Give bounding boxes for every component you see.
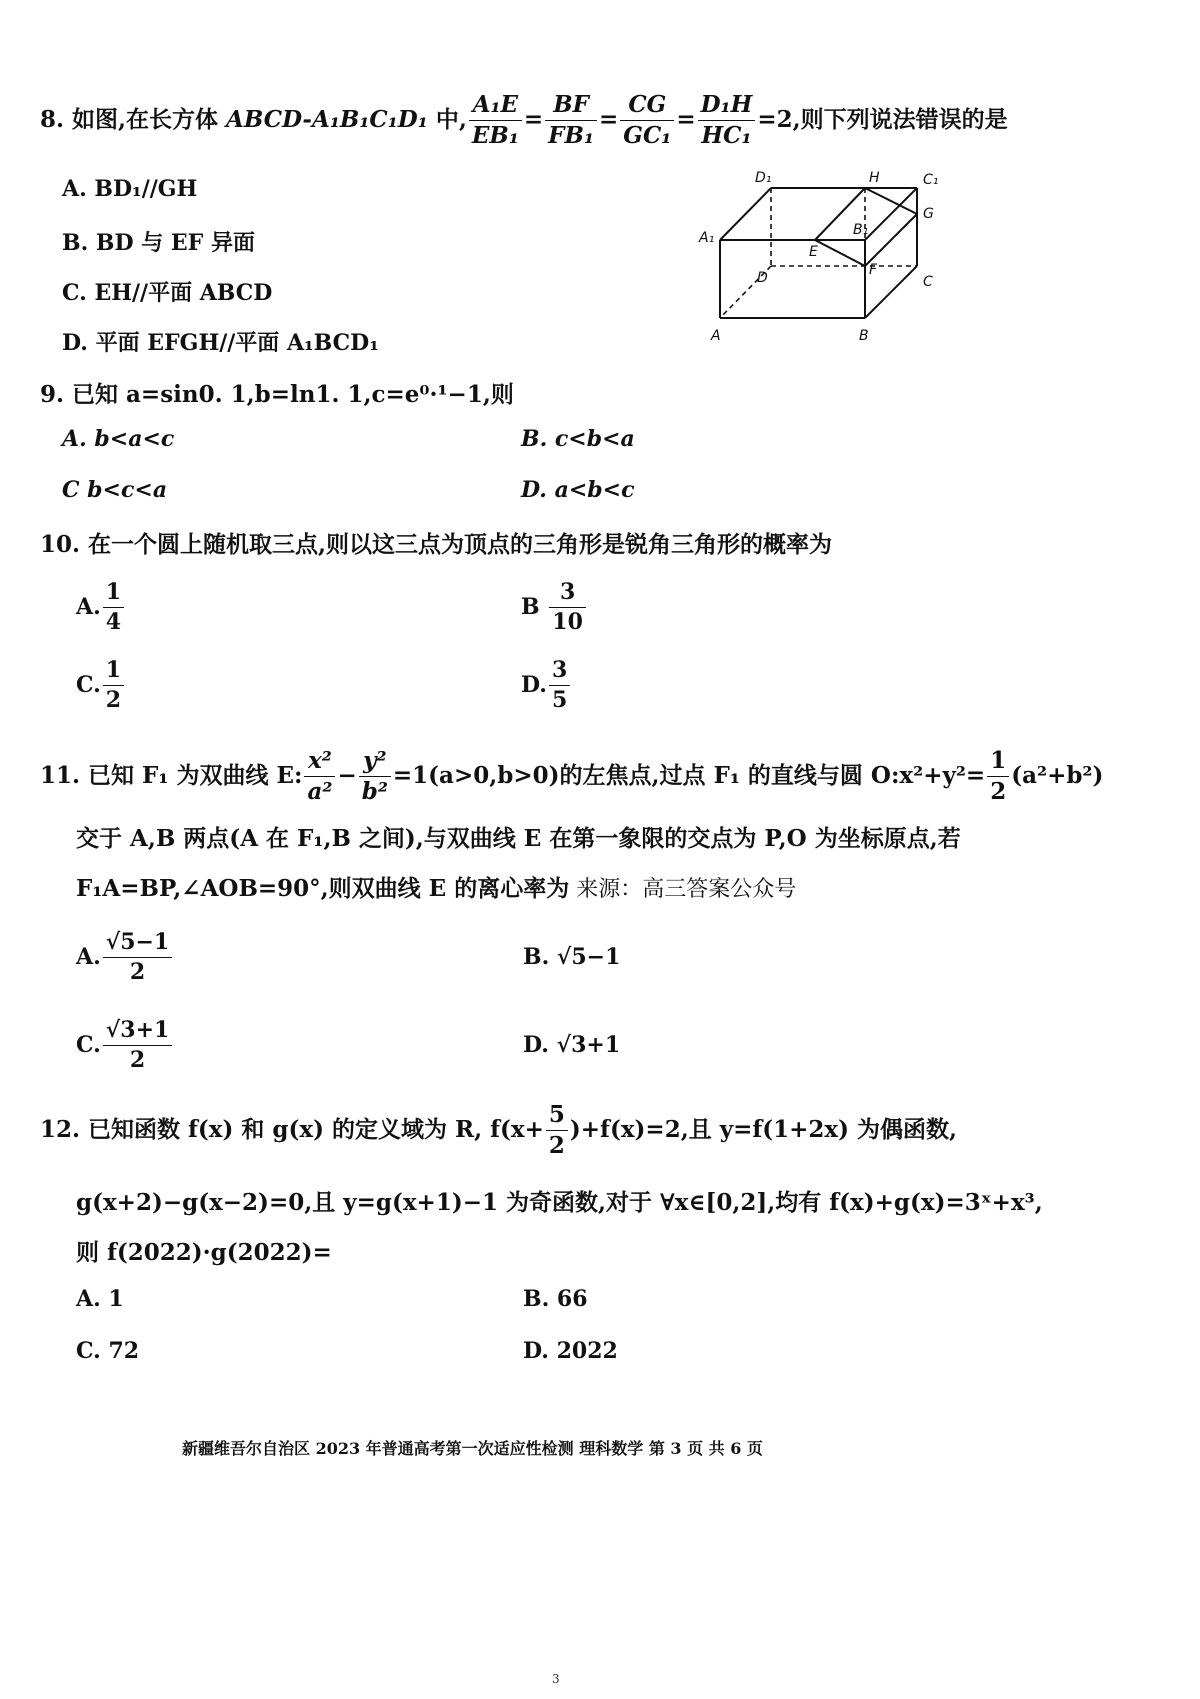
q11-frac-half-num: 1: [987, 748, 1009, 777]
q11-option-c-den: 2: [129, 1047, 146, 1074]
q10-option-a: [76, 580, 126, 636]
q10-option-c-num: 1: [103, 658, 124, 686]
q11-frac-x-num: x²: [304, 748, 335, 777]
q10-option-a-frac: [103, 580, 124, 636]
q8-frac-1-den: EB₁: [471, 122, 519, 150]
q8-frac-4-den: HC₁: [701, 122, 752, 150]
q12-stem-line2: g(x+2)−g(x−2)=0,且 y=g(x+1)−1 为奇函数,对于 ∀x∈[0,2],均有 f(x)+g(x)=3ˣ+x³,: [76, 1189, 1043, 1216]
q11-option-b: B. √5−1: [523, 944, 621, 970]
label-b: B: [859, 328, 869, 344]
q11-line3-text: F₁A=BP,∠AOB=90°,则双曲线 E 的离心率为: [76, 875, 570, 902]
q11-source-note: 来源：高三答案公众号: [569, 877, 797, 902]
q11-option-a-num: √5−1: [103, 930, 173, 958]
q11-stem-line2: 交于 A,B 两点(A 在 F₁,B 之间),与双曲线 E 在第一象限的交点为 P,O 为坐标原点,若: [76, 825, 961, 852]
q12-frac-den: 2: [548, 1132, 565, 1160]
q11-lead: 11. 已知 F₁ 为双曲线 E:: [40, 761, 303, 789]
page-footer: 新疆维吾尔自治区 2023 年普通高考第一次适应性检测 理科数学 第 3 页 共 6 页: [182, 1439, 763, 1458]
q11-frac-half-den: 2: [990, 778, 1007, 806]
q9-option-d: D. a<b<c: [521, 477, 635, 503]
q11-option-c: [76, 1018, 174, 1074]
q10-option-b-num: 3: [549, 580, 586, 608]
q10-option-c: [76, 658, 126, 714]
q12-frac: [546, 1102, 568, 1160]
label-f: F: [869, 262, 878, 278]
label-a1: A₁: [699, 230, 715, 246]
label-b1: B₁: [853, 222, 869, 238]
cuboid-figure: [695, 168, 955, 358]
label-h: H: [869, 170, 880, 186]
q10-option-a-label: A.: [76, 593, 101, 620]
q11-option-d: D. √3+1: [523, 1032, 621, 1058]
q8-frac-2-den: FB₁: [548, 122, 595, 150]
q9-option-b: B. c<b<a: [521, 426, 635, 452]
q9-stem: 9. 已知 a=sin0. 1,b=ln1. 1,c=e⁰·¹−1,则: [40, 381, 514, 408]
label-e: E: [809, 244, 818, 260]
q11-option-a-den: 2: [129, 959, 146, 986]
q11-frac-half: [987, 748, 1009, 806]
page-number: 3: [552, 1672, 560, 1686]
q8-tail: =2,则下列说法错误的是: [757, 105, 1008, 133]
q10-option-c-frac: [103, 658, 124, 714]
q9-option-a: A. b<a<c: [62, 426, 175, 452]
q8-frac-2: [545, 92, 597, 150]
q10-option-c-den: 2: [105, 687, 122, 714]
q8-frac-4: [698, 92, 756, 150]
label-c: C: [923, 274, 933, 290]
q8-option-d: D. 平面 EFGH//平面 A₁BCD₁: [62, 330, 379, 356]
q11-tail: (a²+b²): [1011, 761, 1104, 789]
q8-frac-1-num: A₁E: [469, 92, 522, 121]
q11-option-c-label: C.: [76, 1031, 101, 1058]
q8-solid: ABCD-A₁B₁C₁D₁: [226, 105, 428, 133]
label-a: A: [711, 328, 721, 344]
q12-stem-line1: [40, 1102, 957, 1160]
q11-frac-x-den: a²: [307, 778, 333, 806]
q8-option-c: C. EH//平面 ABCD: [62, 280, 273, 306]
q12-lead-tail: )+f(x)=2,且 y=f(1+2x) 为偶函数,: [569, 1115, 958, 1143]
q10-option-b-den: 10: [552, 609, 583, 636]
label-c1: C₁: [923, 172, 939, 188]
q12-option-c: C. 72: [76, 1338, 140, 1364]
q11-stem-line1: [40, 748, 1103, 806]
q10-option-d-frac: [549, 658, 570, 714]
q8-lead: 8. 如图,在长方体: [40, 105, 227, 133]
label-d1: D₁: [755, 170, 772, 186]
q8-frac-2-num: BF: [545, 92, 597, 121]
q8-stem: 8. 如图,在长方体 ABCD-A₁B₁C₁D₁ 中, $\frac{\text{A₁E}}{\text{EB₁}}$ = $\frac{BF}{\text{FB₁}}$ = $\frac{CG}{\text{GC₁}}$ = $\frac{\text{D₁H}}{\text{HC₁}}$ =2,则下列说法错误的是: [40, 91, 1008, 150]
q10-option-b-frac: [549, 580, 586, 636]
q11-frac-x: [304, 748, 335, 806]
q10-option-b: [521, 580, 588, 636]
q10-option-a-den: 4: [105, 609, 122, 636]
q10-option-d-den: 5: [551, 687, 568, 714]
label-g: G: [923, 206, 934, 222]
q11-frac-y-den: b²: [361, 778, 388, 806]
q12-stem-line3: 则 f(2022)·g(2022)=: [76, 1239, 332, 1266]
q12-frac-num: 5: [546, 1102, 568, 1131]
q10-option-c-label: C.: [76, 671, 101, 698]
q10-stem: 10. 在一个圆上随机取三点,则以这三点为顶点的三角形是锐角三角形的概率为: [40, 531, 833, 558]
q12-option-b: B. 66: [523, 1286, 588, 1312]
q8-frac-3-num: CG: [620, 92, 674, 121]
q11-option-a-frac: [103, 930, 173, 986]
q11-option-a: [76, 930, 174, 986]
q10-option-b-label: B: [521, 593, 540, 620]
q12-option-a: A. 1: [76, 1286, 124, 1312]
q8-frac-3-den: GC₁: [623, 122, 672, 150]
q12-option-d: D. 2022: [523, 1338, 618, 1364]
q11-condition: =1(a>0,b>0)的左焦点,过点 F₁ 的直线与圆 O:x²+y²=: [392, 761, 986, 789]
q11-option-c-num: √3+1: [103, 1018, 173, 1046]
q8-option-b: B. BD 与 EF 异面: [62, 230, 255, 256]
q12-lead: 12. 已知函数 f(x) 和 g(x) 的定义域为 R, f(x+: [40, 1115, 544, 1143]
q10-option-d-num: 3: [549, 658, 570, 686]
q10-option-d-label: D.: [521, 671, 547, 698]
label-d: D: [757, 270, 768, 286]
q8-frac-3: [620, 92, 674, 150]
q11-minus: −: [337, 761, 357, 789]
q11-frac-y: [359, 748, 391, 806]
q10-option-d: [521, 658, 572, 714]
q11-option-c-frac: [103, 1018, 173, 1074]
q8-frac-1: [469, 92, 522, 150]
q8-option-a: A. BD₁//GH: [62, 176, 198, 202]
q9-option-c: C b<c<a: [62, 477, 168, 503]
q10-option-a-num: 1: [103, 580, 124, 608]
q11-frac-y-num: y²: [359, 748, 391, 777]
q8-frac-4-num: D₁H: [698, 92, 756, 121]
q11-option-a-label: A.: [76, 943, 101, 970]
q11-stem-line3: [76, 870, 796, 903]
q8-mid: 中,: [427, 105, 467, 133]
